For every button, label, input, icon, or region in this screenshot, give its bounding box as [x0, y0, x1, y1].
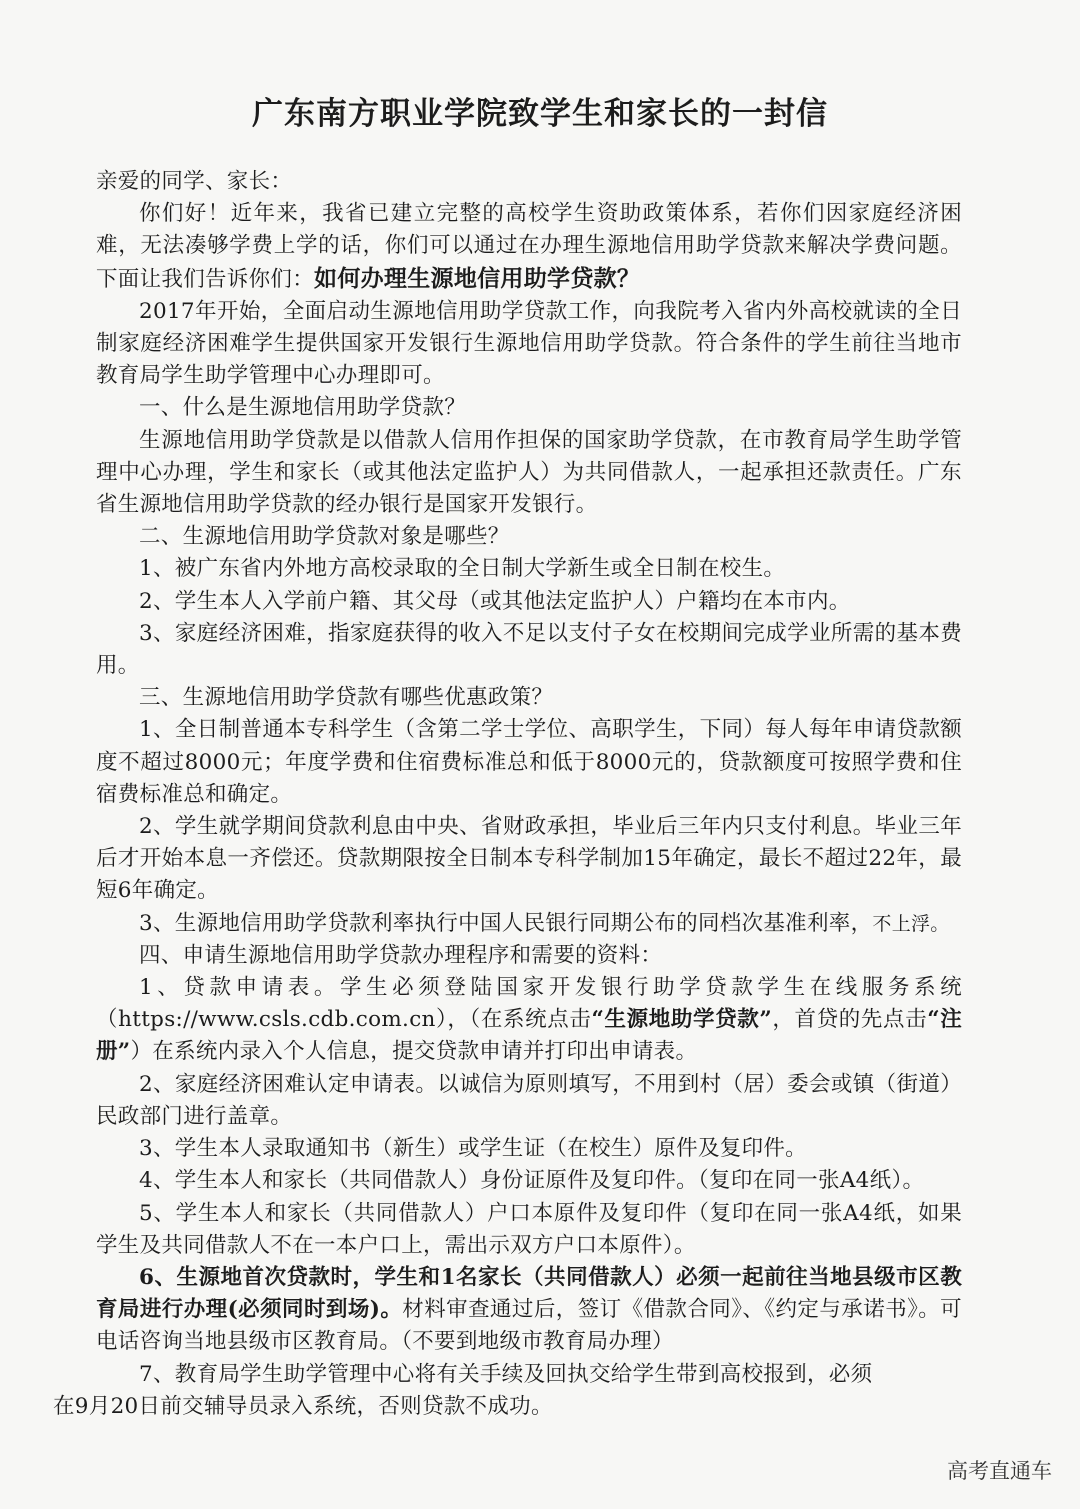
- section3-item: 1、全日制普通本专科学生（含第二学士学位、高职学生，下同）每人每年申请贷款额度不超过8000元；年度学费和住宿费标准总和低于8000元的，贷款额度可按照学费和住宿费标准总和确定。: [96, 717, 962, 807]
- item1-part-e: ）在系统内录入个人信息，提交贷款申请并打印出申请表。: [130, 1039, 698, 1065]
- item1-part-c: ，首贷的先点击: [772, 1007, 928, 1033]
- section4-item-4: 4、学生本人和家长（共同借款人）身份证原件及复印件。（复印在同一张A4纸）。: [139, 1168, 925, 1194]
- opening-paragraph: 2017年开始，全面启动生源地信用助学贷款工作，向我院考入省内外高校就读的全日制家庭经济困难学生提供国家开发银行生源地信用助学贷款。符合条件的学生前往当地市教育局学生助学管理中心办理即可。: [96, 298, 962, 389]
- section2-item: 2、学生本人入学前户籍、其父母（或其他法定监护人）户籍均在本市内。: [139, 588, 851, 614]
- salutation: 亲爱的同学、家长：: [96, 169, 293, 194]
- section1-heading: 一、什么是生源地信用助学贷款？: [139, 395, 467, 421]
- section2-item: 3、家庭经济困难，指家庭获得的收入不足以支付子女在校期间完成学业所需的基本费用。: [96, 620, 962, 679]
- intro-paragraph: [96, 198, 962, 296]
- section4-item-6: [96, 1262, 962, 1359]
- item6-part-a: 6、生源地首次贷款时，学生和1名家长（共同借款人）必须一起前往当地县级市区教育局进行办理(必须同时到场)。: [96, 1264, 962, 1323]
- watermark-text: 高考直通车: [947, 1459, 1052, 1483]
- section2-item: 1、被广东省内外地方高校录取的全日制大学新生或全日制在校生。: [139, 556, 786, 582]
- section4-item-3: 3、学生本人录取通知书（新生）或学生证（在校生）原件及复印件。: [139, 1136, 807, 1162]
- item7-part-a: 7、教育局学生助学管理中心将有关手续及回执交给学生带到高校报到，必须: [139, 1361, 873, 1387]
- item7-part-b: 在9月20日前交辅导员录入系统，否则贷款不成功。: [53, 1393, 553, 1419]
- intro-text: 你们好！近年来，我省已建立完整的高校学生资助政策体系，若你们因家庭经济困难，无法凑够学费上学的话，你们可以通过在办理生源地信用助学贷款来解决学费问题。下面让我们告诉你们：: [96, 201, 962, 292]
- section4-item-1: [96, 972, 962, 1069]
- intro-emphasis: 如何办理生源地信用助学贷款？: [314, 264, 641, 292]
- section1-text: 生源地信用助学贷款是以借款人信用作担保的国家助学贷款，在市教育局学生助学管理中心办理，学生和家长（或其他法定监护人）为共同借款人，一起承担还款责任。广东省生源地信用助学贷款的经办银行是国家开发银行。: [96, 427, 962, 518]
- section3-item3-tail: 不上浮。: [872, 912, 950, 935]
- item1-part-d: “注册”: [96, 1007, 963, 1065]
- item1-part-b: “生源地助学贷款”: [591, 1007, 773, 1033]
- section4-item-7: [53, 1359, 962, 1423]
- section3-heading: 三、生源地信用助学贷款有哪些优惠政策？: [139, 685, 554, 711]
- page-title: 广东南方职业学院致学生和家长的一封信: [252, 96, 828, 132]
- letter-body: [53, 166, 963, 1423]
- section3-item: 2、学生就学期间贷款利息由中央、省财政承担，毕业后三年内只支付利息。毕业三年后才开始本息一齐偿还。贷款期限按全日制本专科学制加15年确定，最长不超过22年，最短6年确定。: [96, 814, 962, 904]
- section4-item-2: 2、家庭经济困难认定申请表。以诚信为原则填写，不用到村（居）委会或镇（街道）民政部门进行盖章。: [96, 1071, 962, 1129]
- section4-item-5: 5、学生本人和家长（共同借款人）户口本原件及复印件（复印在同一张A4纸，如果学生及共同借款人不在一本户口上，需出示双方户口本原件）。: [96, 1200, 962, 1258]
- item1-part-a: 1、贷款申请表。学生必须登陆国家开发银行助学贷款学生在线服务系统（https://www.csls.cdb.com.cn），（在系统点击: [96, 975, 962, 1033]
- section4-heading: 四、申请生源地信用助学贷款办理程序和需要的资料：: [139, 942, 663, 968]
- item6-part-b: 材料审查通过后，签订《借款合同》、《约定与承诺书》。可电话咨询当地县级市区教育局。（不要到地级市教育局办理）: [96, 1297, 962, 1355]
- section2-heading: 二、生源地信用助学贷款对象是哪些？: [139, 524, 510, 550]
- section3-item-3: [96, 908, 962, 940]
- section3-item3-main: 3、生源地信用助学贷款利率执行中国人民银行同期公布的同档次基准利率，: [139, 910, 873, 936]
